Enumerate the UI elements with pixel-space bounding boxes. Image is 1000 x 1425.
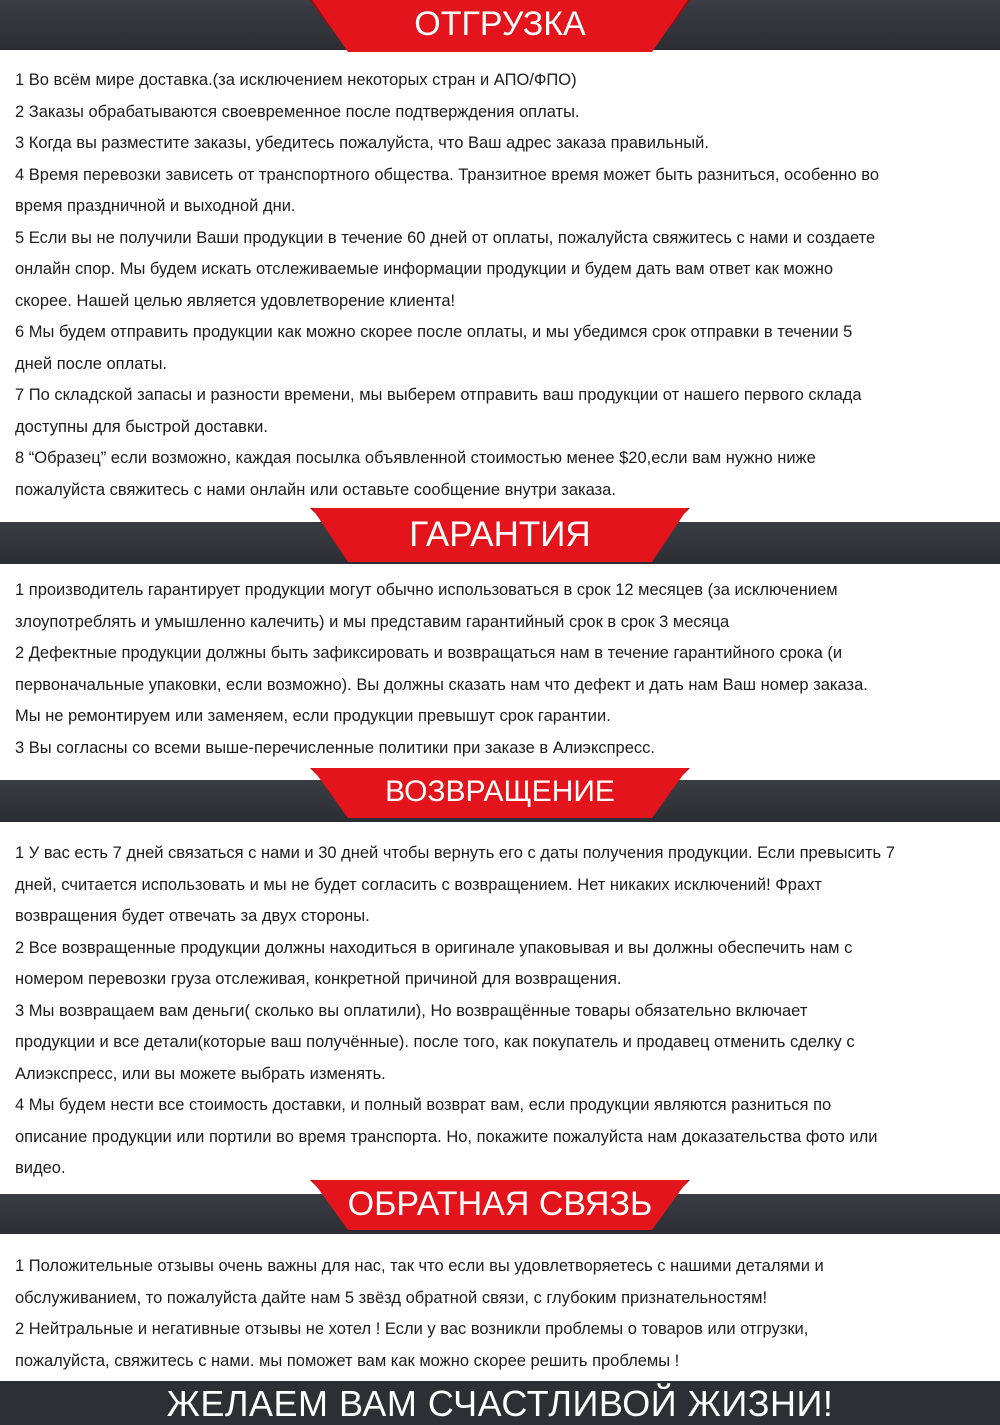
footer-banner xyxy=(0,1381,1000,1425)
text-line: номером перевозки груза отслеживая, конкретной причиной для возвращения. xyxy=(15,970,622,988)
section-banner-shipping xyxy=(0,0,1000,56)
text-line: 7 По складской запасы и разности времени, мы выберем отправить ваш продукции от нашего первого склада xyxy=(15,386,862,404)
section-banner-returns xyxy=(0,766,1000,822)
text-line: Алиэкспресс, или вы можете выбрать изменять. xyxy=(15,1064,386,1083)
text-line: 1 Положительные отзывы очень важны для нас, так что если вы удовлетворяетесь с нашими деталями и xyxy=(15,1257,824,1275)
section-banner-feedback xyxy=(0,1178,1000,1234)
text-line: Мы не ремонтируем или заменяем, если продукции превышут срок гарантии. xyxy=(15,707,611,725)
text-line: 3 Вы согласны со всеми выше-перечисленные политики при заказе в Алиэкспресс. xyxy=(15,738,655,757)
text-line: 1 производитель гарантирует продукции могут обычно использоваться в срок 12 месяцев (за исключением xyxy=(15,581,838,599)
text-line: скорее. Нашей целью является удовлетворение клиента! xyxy=(15,291,456,310)
text-line: 2 Дефектные продукции должны быть зафиксировать и возвращаться нам в течение гарантийного срока (и xyxy=(15,644,843,662)
section-warranty-body xyxy=(15,575,990,764)
section-shipping-body xyxy=(15,65,990,506)
section-returns-body xyxy=(15,838,990,1185)
text-line: 3 Когда вы разместите заказы, убедитесь пожалуйста, что Ваш адрес заказа правильный. xyxy=(15,134,709,152)
text-line: возвращения будет отвечать за двух стороны. xyxy=(15,907,370,925)
text-line: дней после оплаты. xyxy=(15,354,168,373)
text-line: 1 У вас есть 7 дней связаться с нами и 30 дней чтобы вернуть его с даты получения продукции. Если превысить 7 xyxy=(15,844,895,862)
section-title: ОБРАТНАЯ СВЯЗЬ xyxy=(347,1185,653,1223)
section-banner-warranty xyxy=(0,506,1000,564)
text-line: 3 Мы возвращаем вам деньги( сколько вы оплатили), Но возвращённые товары обязательно включает xyxy=(15,1001,808,1020)
text-line: видео. xyxy=(15,1159,66,1177)
text-line: 5 Если вы не получили Ваши продукции в течение 60 дней от оплаты, пожалуйста свяжитесь с нами и создаете xyxy=(15,228,876,247)
text-line: обслуживанием, то пожалуйста дайте нам 5 звёзд обратной связи, с глубоким признательностям! xyxy=(15,1288,768,1307)
text-line: 2 Заказы обрабатываются своевременное после подтверждения оплаты. xyxy=(15,102,580,121)
text-line: дней, считается использовать и мы не будет согласить с возвращением. Нет никаких исключений! Фрахт xyxy=(15,875,822,894)
text-line: 2 Нейтральные и негативные отзывы не хотел ! Если у вас возникли проблемы о товаров или отгрузки, xyxy=(15,1320,809,1338)
text-line: пожалуйста, свяжитесь с нами. мы поможет вам как можно скорее решить проблемы ! xyxy=(15,1351,680,1370)
footer-text: ЖЕЛАЕМ ВАМ СЧАСТЛИВОЙ ЖИЗНИ! xyxy=(166,1383,834,1424)
text-line: 8 “Образец” если возможно, каждая посылка объявленной стоимостью менее $20,если вам нужно ниже xyxy=(15,449,816,467)
section-title: ОТГРУЗКА xyxy=(414,5,586,43)
text-line: описание продукции или портили во время транспорта. Но, покажите пожалуйста нам доказательства фото или xyxy=(15,1127,878,1146)
text-line: пожалуйста свяжитесь с нами онлайн или оставьте сообщение внутри заказа. xyxy=(15,480,616,499)
text-line: 4 Время перевозки зависеть от транспортного общества. Транзитное время может быть разниться, особенно во xyxy=(15,165,880,184)
section-feedback-body xyxy=(15,1251,990,1377)
text-line: продукции и все детали(которые ваш получённые). после того, как покупатель и продавец отменить сделку с xyxy=(15,1033,855,1051)
text-line: 1 Во всём мире доставка.(за исключением некоторых стран и АПО/ФПО) xyxy=(15,71,577,89)
text-line: доступны для быстрой доставки. xyxy=(15,417,268,436)
section-title: ГАРАНТИЯ xyxy=(409,515,591,554)
text-line: первоначальные упаковки, если возможно). Вы должны сказать нам что дефект и дать нам Ваш номер заказа. xyxy=(15,675,868,694)
text-line: 6 Мы будем отправить продукции как можно скорее после оплаты, и мы убедимся срок отправки в течении 5 xyxy=(15,323,853,341)
text-line: злоупотреблять и умышленно калечить) и мы представим гарантийный срок в срок 3 месяца xyxy=(15,612,730,631)
text-line: время праздничной и выходной дни. xyxy=(15,197,296,215)
text-line: 2 Все возвращенные продукции должны находиться в оригинале упаковывая и вы должны обеспечить нам с xyxy=(15,938,853,957)
section-title: ВОЗВРАЩЕНИЕ xyxy=(385,775,615,808)
text-line: 4 Мы будем нести все стоимость доставки, и полный возврат вам, если продукции являются разниться по xyxy=(15,1096,832,1114)
text-line: онлайн спор. Мы будем искать отслеживаемые информации продукции и будем дать вам ответ как можно xyxy=(15,260,834,278)
